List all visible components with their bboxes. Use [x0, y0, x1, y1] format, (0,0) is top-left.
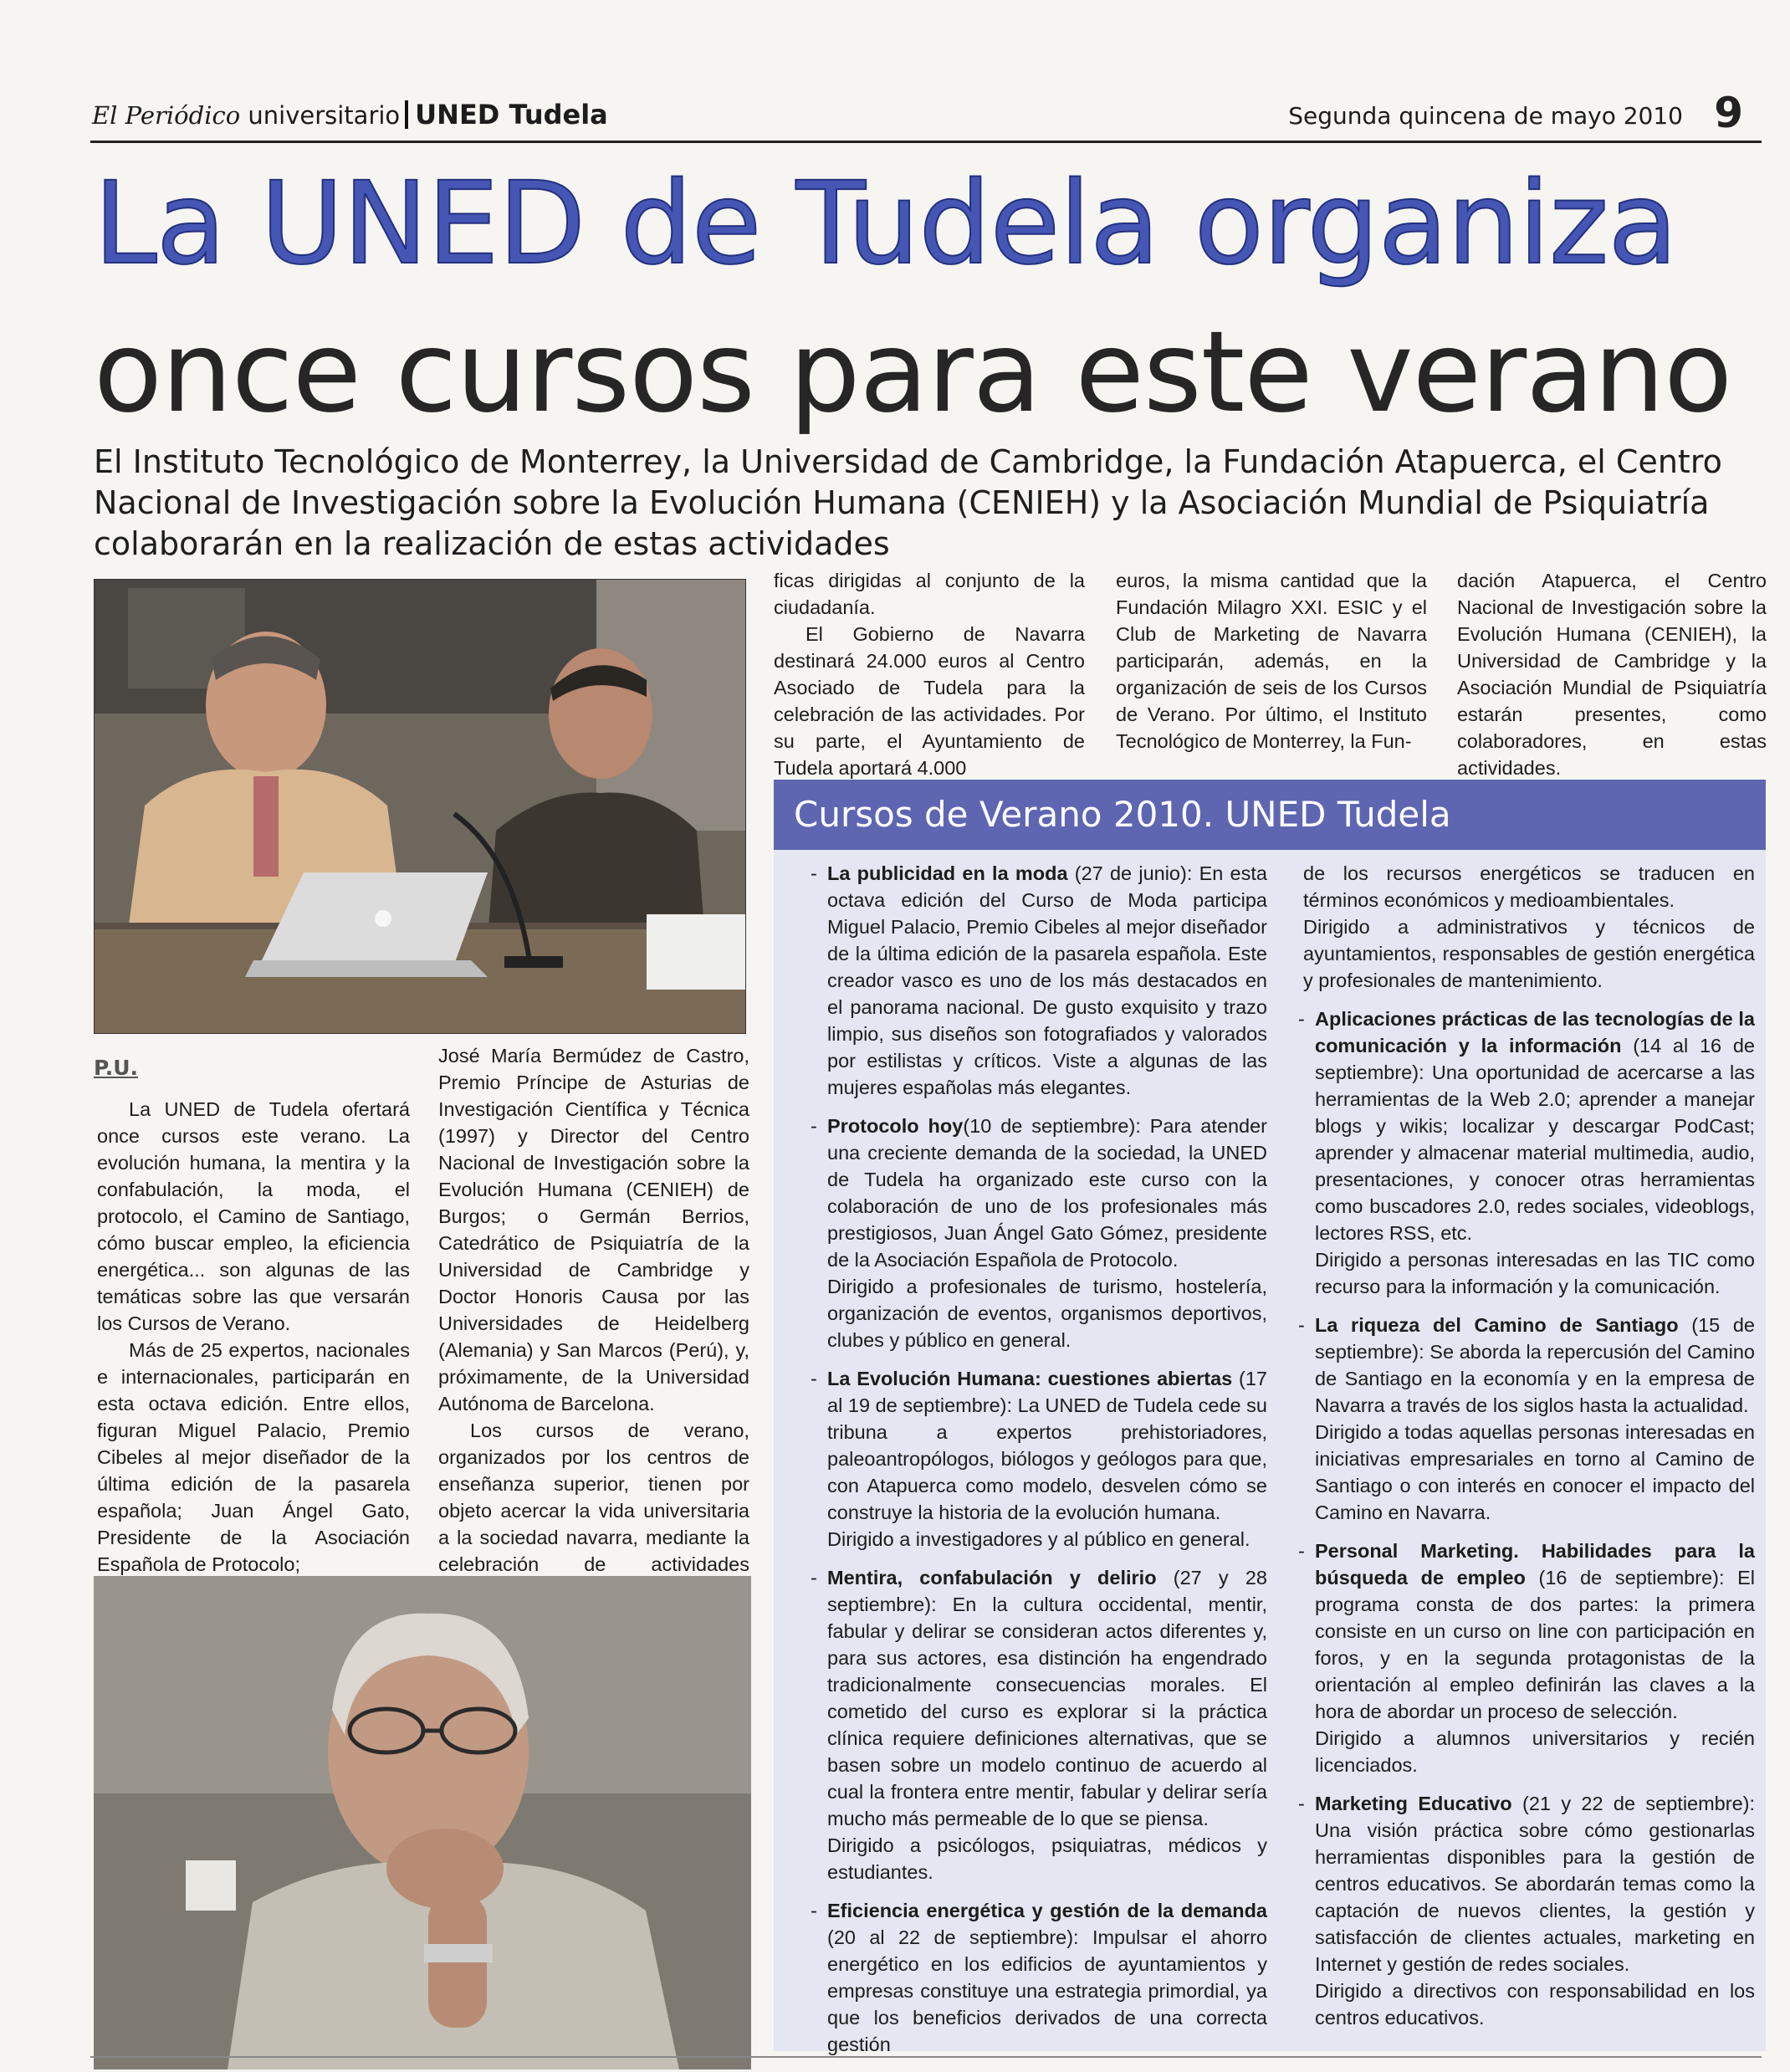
article-paragraph: Los cursos de verano, organizados por los centros de enseñanza superior, tienen por objeto acercar la vida universitaria a la sociedad navarra, mediante la celebración de actividades [438, 1420, 749, 1575]
course-item: - Personal Marketing. Habilidades para la búsqueda de empleo (16 de septiembre): El programa consta de dos partes: la primera consiste en un curso on line con participación en foros, y en la segunda protagonistas de la orientación al empleo definirán las claves a la hora de abordar un proceso de selección. Dirigido a alumnos universitarios y recién licenciados. [1303, 1537, 1755, 1778]
course-audience: Dirigido a profesionales de turismo, hostelería, organización de eventos, organismos deportivos, clubes y público en general. [827, 1276, 1267, 1351]
course-date: (16 de septiembre): [1525, 1567, 1738, 1589]
article-column-1 [97, 1096, 410, 1578]
course-audience: Dirigido a directivos con responsabilidad en los centros educativos. [1315, 1980, 1755, 2029]
article-paragraph: La UNED de Tudela ofertará once cursos este verano. La evolución humana, la mentira y la confabulación, la moda, el protocolo, el Camino de Santiago, cómo buscar empleo, la eficiencia energética... son algunas de las temáticas sobre las que versarán los Cursos de Verano. [97, 1098, 410, 1334]
course-audience: Dirigido a personas interesadas en las TIC como recurso para la información y la comunicación. [1315, 1249, 1755, 1297]
course-name: La riqueza del Camino de Santiago [1315, 1314, 1679, 1336]
courses-box-title: Cursos de Verano 2010. UNED Tudela [774, 780, 1766, 850]
courses-list-left [811, 860, 1267, 2069]
course-audience: Dirigido a psicólogos, psiquiatras, médicos y estudiantes. [827, 1834, 1267, 1883]
article-column-3 [774, 567, 1085, 781]
section-brand: UNED Tudela [415, 99, 608, 130]
courses-list-right [1298, 860, 1756, 2043]
course-audience: Dirigido a administrativos y técnicos de ayuntamientos, responsables de gestión energética y profesionales de mantenimiento. [1303, 916, 1755, 991]
article-paragraph: Más de 25 expertos, nacionales e internacionales, participarán en esta octava edición. Entre ellos, figuran Miguel Palacio, Premio Cibeles al mejor diseñador de la última edición de la pasarela española; Juan Ángel Gato, Presidente de la Asociación Española de Protocolo; [97, 1339, 410, 1575]
photo-speaker-portrait [94, 1576, 751, 2069]
course-name: Marketing Educativo [1315, 1793, 1512, 1814]
course-description: de los recursos energéticos se traducen en términos económicos y medioambientales. [1303, 862, 1755, 911]
course-item: - La Evolución Humana: cuestiones abiertas (17 al 19 de septiembre): La UNED de Tudela cede su tribuna a expertos prehistoriadores, paleoantropólogos, biólogos y geólogos para que, con Atapuerca como modelo, desvelen cómo se construye la historia de la evolución humana. Dirigido a investigadores y al público en general. [816, 1365, 1267, 1553]
issue-date: Segunda quincena de mayo 2010 [1288, 102, 1683, 130]
course-audience: Dirigido a todas aquellas personas interesadas en iniciativas empresariales en torno al Camino de Santiago o con interés en conocer el impacto del Camino en Navarra. [1315, 1421, 1755, 1523]
course-description: En la cultura occidental, mentir, fabular y delirar se consideran actos diferentes y, para sus actores, esa distinción ha engendrado tradicionalmente consecuencias morales. El cometido del curso es explorar si la práctica clínica requiere definiciones alternativas, que se basen sobre un modelo continuo de acuerdo al cual la frontera entre mentir, fabular y delirar sería mucho más permeable de lo que se piensa. [827, 1594, 1267, 1829]
course-item: - Eficiencia energética y gestión de la demanda (20 al 22 de septiembre): Impulsar el ahorro energético en los edificios de ayuntamientos y empresas constituye una estrategia primordial, ya que los beneficios derivados de una correcta gestión [811, 1900, 1267, 2055]
course-description: Se aborda la repercusión del Camino de Santiago en la economía y en la empresa de Navarra a través de los siglos hasta la actualidad. [1315, 1341, 1755, 1416]
course-name: Aplicaciones prácticas de las tecnologías de la comunicación y la información [1315, 1008, 1755, 1056]
headline-line-1: La UNED de Tudela organiza [94, 158, 1677, 290]
course-description: En esta octava edición del Curso de Moda participa Miguel Palacio, Premio Cibeles al mejor diseñador de la última edición de la pasarela española. Este creador vasco es uno de los más destacados en el panorama nacional. De gusto exquisito y trazo limpio, sus diseños son fotografiados y valorados por estilistas y críticos. Viste a algunas de las mujeres españolas más elegantes. [827, 862, 1267, 1098]
course-item: - La publicidad en la moda (27 de junio): En esta octava edición del Curso de Moda participa Miguel Palacio, Premio Cibeles al mejor diseñador de la última edición de la pasarela española. Este creador vasco es uno de los más destacados en el panorama nacional. De gusto exquisito y trazo limpio, sus diseños son fotografiados y valorados por estilistas y críticos. Viste a algunas de las mujeres españolas más elegantes. [811, 862, 1267, 1098]
course-name: Personal Marketing. Habilidades para la búsqueda de empleo [1315, 1540, 1755, 1589]
headline-subtitle: El Instituto Tecnológico de Monterrey, la Universidad de Cambridge, la Fundación Atapuerca, el Centro Nacional de Investigación sobre la Evolución Humana (CENIEH) y la Asociación Mundial de Psiquiatría colaborarán en la realización de estas actividades [94, 443, 1722, 562]
course-description: El programa consta de dos partes: la primera consiste en un curso on line con participación en foros, y en la segunda protagonistas de la orientación al empleo definirán las claves a la hora de abordar un proceso de selección. [1315, 1567, 1755, 1722]
headline-line-2: once cursos para este verano [94, 307, 1732, 437]
course-audience: Dirigido a alumnos universitarios y recién licenciados. [1315, 1727, 1755, 1776]
article-paragraph: dación Atapuerca, el Centro Nacional de Investigación sobre la Evolución Humana (CENIEH), la Universidad de Cambridge y la Asociación Mundial de Psiquiatría estarán presentes, como colaboradores, en estas actividades. [1457, 570, 1767, 779]
course-name: La Evolución Humana: cuestiones abiertas [827, 1368, 1233, 1389]
article-column-2 [438, 1042, 749, 1604]
course-description: Impulsar el ahorro energético en los edificios de ayuntamientos y empresas constituye una estrategia primordial, ya que los beneficios derivados de una correcta gestión [827, 1926, 1267, 2055]
course-name: Eficiencia energética y gestión de la demanda [827, 1900, 1267, 1921]
paper-suffix: universitario [248, 101, 401, 130]
course-item-continuation [1303, 860, 1755, 994]
course-name: Mentira, confabulación y delirio [827, 1567, 1157, 1589]
masthead-divider [405, 100, 408, 129]
course-date: (15 de septiembre): [1315, 1314, 1755, 1363]
photo-credit: P.U. [94, 1056, 139, 1080]
course-item: - Protocolo hoy(10 de septiembre): Para atender una creciente demanda de la sociedad, la UNED de Tudela ha organizado este curso con la colaboración de uno de los profesionales más prestigiosos, Juan Ángel Gato Gómez, presidente de la Asociación Española de Protocolo. Dirigido a profesionales de turismo, hostelería, organización de eventos, organismos deportivos, clubes y público en general. [816, 1113, 1267, 1353]
article-column-5 [1457, 567, 1767, 781]
course-name: La publicidad en la moda [827, 862, 1068, 884]
course-item: - Marketing Educativo (21 y 22 de septiembre): Una visión práctica sobre cómo gestionarlas herramientas disponibles para la gestión de centros educativos. Se abordarán temas como la captación de nuevos clientes, la gestión y satisfacción de clientes actuales, marketing en Internet y gestión de redes sociales. Dirigido a directivos con responsabilidad en los centros educativos. [1303, 1790, 1755, 2031]
article-paragraph: ficas dirigidas al conjunto de la ciudadanía. [774, 570, 1085, 618]
photo-speaker-portrait-image [94, 1576, 751, 2069]
photo-press-conference [94, 579, 746, 1034]
course-description: Para atender una creciente demanda de la sociedad, la UNED de Tudela ha organizado este curso con la colaboración de uno de los profesionales más prestigiosos, Juan Ángel Gato Gómez, presidente de la Asociación Española de Protocolo. [827, 1115, 1267, 1271]
article-column-4 [1116, 567, 1427, 755]
course-description: Una visión práctica sobre cómo gestionarlas herramientas disponibles para la gestión de centros educativos. Se abordarán temas como la captación de nuevos clientes, la gestión y satisfacción de clientes actuales, marketing en Internet y gestión de redes sociales. [1315, 1819, 1755, 1975]
course-description: Una oportunidad de acercarse a las herramientas de la Web 2.0; aprender a manejar blogs y wikis; localizar y descargar PodCast; aprender y almacenar material multimedia, audio, presentaciones, y conocer otras herramientas como buscadores 2.0, redes sociales, videoblogs, lectores RSS, etc. [1315, 1062, 1755, 1244]
course-name: Protocolo hoy [827, 1115, 964, 1137]
footer-rule [90, 2056, 1762, 2058]
course-date: (14 al 16 de septiembre): [1315, 1035, 1755, 1083]
article-paragraph: José María Bermúdez de Castro, Premio Príncipe de Asturias de Investigación Científica y Técnica (1997) y Director del Centro Nacional de Investigación sobre la Evolución Humana (CENIEH) de Burgos; o Germán Berrios, Catedrático de Psiquiatría de la Universidad de Cambridge y Doctor Honoris Causa por las Universidades de Heidelberg (Alemania) y San Marcos (Perú), y, próximamente, de la Universidad Autónoma de Barcelona. [438, 1045, 749, 1415]
masthead [92, 99, 608, 130]
course-date: (27 de junio): [1067, 862, 1199, 884]
photo-press-conference-image [95, 580, 745, 1033]
course-audience: Dirigido a investigadores y al público en general. [827, 1528, 1250, 1550]
course-date: (27 y 28 septiembre): [827, 1567, 1267, 1615]
course-date: (20 al 22 de septiembre): [827, 1926, 1092, 1948]
course-date: (10 de septiembre): [963, 1115, 1150, 1137]
article-paragraph: euros, la misma cantidad que la Fundación Milagro XXI. ESIC y el Club de Marketing de Navarra participarán, además, en la organización de seis de los Cursos de Verano. Por último, el Instituto Tecnológico de Monterrey, la Fun- [1116, 570, 1427, 752]
course-item: - La riqueza del Camino de Santiago (15 de septiembre): Se aborda la repercusión del Camino de Santiago en la economía y en la empresa de Navarra a través de los siglos hasta la actualidad. Dirigido a todas aquellas personas interesadas en iniciativas empresariales en torno al Camino de Santiago o con interés en conocer el impacto del Camino en Navarra. [1303, 1312, 1755, 1526]
article-paragraph: El Gobierno de Navarra destinará 24.000 euros al Centro Asociado de Tudela para la celebración de las actividades. Por su parte, el Ayuntamiento de Tudela aportará 4.000 [774, 623, 1085, 779]
page-number: 9 [1714, 89, 1743, 137]
course-description: La UNED de Tudela cede su tribuna a expertos prehistoriadores, paleoantropólogos, biólogos y geólogos para que, con Atapuerca como modelo, desvelen cómo se construye la historia de la evolución humana. [827, 1394, 1267, 1523]
course-date: (17 al 19 de septiembre): [827, 1368, 1267, 1416]
paper-name: El Periódico [92, 101, 241, 130]
course-date: (21 y 22 de septiembre): [1511, 1793, 1756, 1814]
header-rule [90, 141, 1762, 143]
course-item: - Aplicaciones prácticas de las tecnologías de la comunicación y la información (14 al 16 de septiembre): Una oportunidad de acercarse a las herramientas de la Web 2.0; aprender a manejar blogs y wikis; localizar y descargar PodCast; aprender y almacenar material multimedia, audio, presentaciones, y conocer otras herramientas como buscadores 2.0, redes sociales, videoblogs, lectores RSS, etc. Dirigido a personas interesadas en las TIC como recurso para la información y la comunicación. [1303, 1005, 1755, 1300]
course-item: - Mentira, confabulación y delirio (27 y 28 septiembre): En la cultura occidental, mentir, fabular y delirar se consideran actos diferentes y, para sus actores, esa distinción ha engendrado tradicionalmente consecuencias morales. El cometido del curso es explorar si la práctica clínica requiere definiciones alternativas, que se basen sobre un modelo continuo de acuerdo al cual la frontera entre mentir, fabular y delirar sería mucho más permeable de lo que se piensa. Dirigido a psicólogos, psiquiatras, médicos y estudiantes. [816, 1564, 1267, 1885]
